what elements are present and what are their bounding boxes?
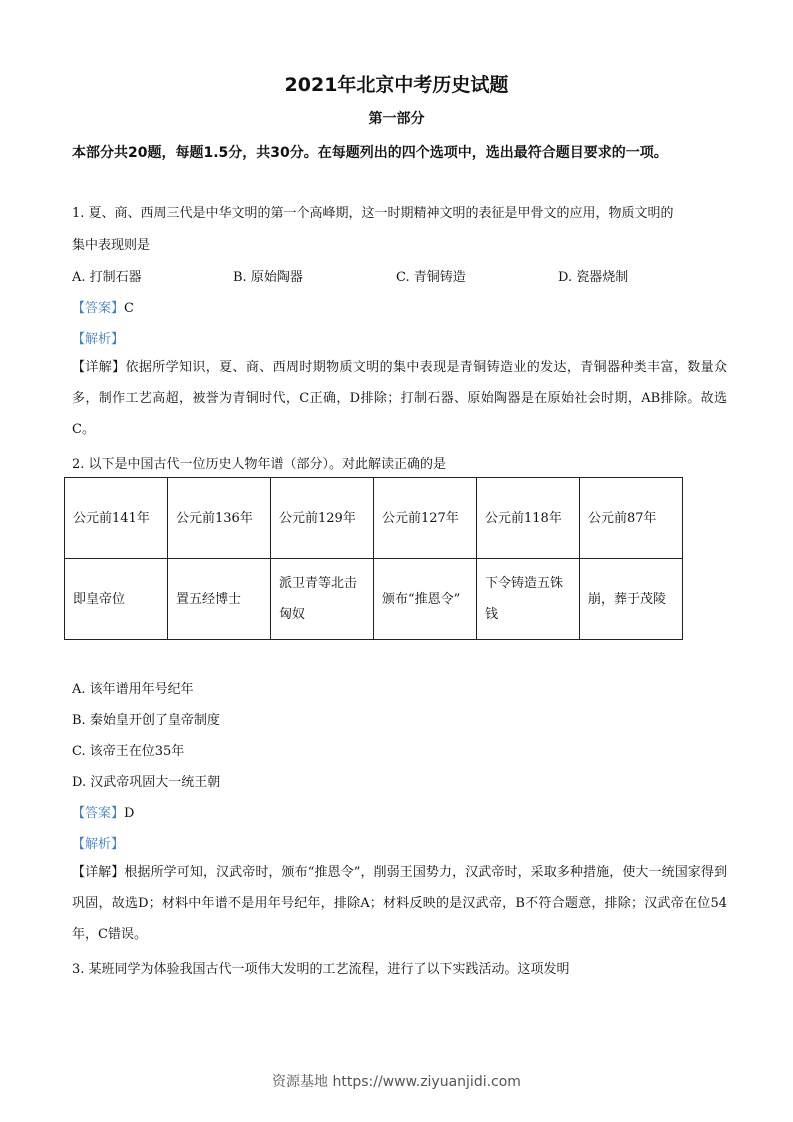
q1-analysis [72, 328, 124, 347]
footer-watermark: 资源基地 https://www.ziyuanjidi.com [272, 1074, 521, 1090]
q1-detail-text: 依据所学知识，夏、商、西周时期物质文明的集中表现是青铜铸造业的发达，青铜器种类丰富，数量众多，制作工艺高超，被誉为青铜时代，C正确，D排除；打制石器、原始陶器是在原始社会时期，AB排除。故选C。 [72, 360, 727, 437]
q1-option-a: A. 打制石器 [72, 270, 142, 285]
table-cell-event: 派卫青等北击匈奴 [271, 559, 374, 640]
q1-option-d: D. 瓷器烧制 [558, 270, 629, 285]
table-cell-year: 公元前141年 [65, 478, 168, 559]
q2-stem: 2. 以下是中国古代一位历史人物年谱（部分）。对此解读正确的是 [72, 457, 447, 472]
q2-analysis [72, 833, 124, 852]
part-instructions: 本部分共20题，每题1.5分，共30分。在每题列出的四个选项中，选出最符合题目要求的一项。 [72, 145, 668, 161]
q2-detail-text: 根据所学可知，汉武帝时，颁布“推恩令”，削弱王国势力，汉武帝时，采取多种措施，使大一统国家得到巩固，故选D；材料中年谱不是用年号纪年，排除A；材料反映的是汉武帝，B不符合题意，排除；汉武帝在位54年，C错误。 [72, 865, 727, 942]
table-cell-year: 公元前127年 [374, 478, 477, 559]
detail-tag: 【详解】 [72, 360, 126, 375]
q1-answer [72, 297, 134, 316]
table-cell-year: 公元前87年 [580, 478, 683, 559]
table-cell-event: 即皇帝位 [65, 559, 168, 640]
analysis-tag: 【解析】 [72, 332, 125, 347]
table-cell-event: 颁布“推恩令” [374, 559, 477, 640]
q1-stem-line1: 1. 夏、商、西周三代是中华文明的第一个高峰期，这一时期精神文明的表征是甲骨文的应用，物质文明的 [72, 206, 674, 221]
table-cell-year: 公元前136年 [168, 478, 271, 559]
table-cell-year: 公元前129年 [271, 478, 374, 559]
table-cell-event: 崩，葬于茂陵 [580, 559, 683, 640]
q1-stem-line2: 集中表现则是 [72, 238, 151, 253]
detail-tag: 【详解】 [72, 865, 125, 880]
q2-option-d: D. 汉武帝巩固大一统王朝 [72, 775, 221, 790]
q2-option-c: C. 该帝王在位35年 [72, 744, 185, 759]
table-cell-year: 公元前118年 [477, 478, 580, 559]
table-row-events [65, 559, 683, 640]
q3-stem: 3. 某班同学为体验我国古代一项伟大发明的工艺流程，进行了以下实践活动。这项发明 [72, 962, 570, 977]
q2-detail [72, 857, 727, 950]
q1-option-c: C. 青铜铸造 [396, 270, 466, 285]
q1-answer-value: C [124, 301, 134, 316]
q1-option-b: B. 原始陶器 [233, 270, 303, 285]
table-cell-event: 下令铸造五铢钱 [477, 559, 580, 640]
table-row-years [65, 478, 683, 559]
exam-title: 2021年北京中考历史试题 [284, 74, 509, 96]
part-heading: 第一部分 [368, 111, 425, 127]
q2-option-b: B. 秦始皇开创了皇帝制度 [72, 713, 220, 728]
q1-detail [72, 352, 727, 445]
answer-tag: 【答案】 [72, 806, 125, 821]
timeline-table [64, 477, 683, 640]
table-cell-event: 置五经博士 [168, 559, 271, 640]
analysis-tag: 【解析】 [72, 837, 125, 852]
q2-answer [72, 802, 134, 821]
q2-answer-value: D [124, 806, 135, 821]
answer-tag: 【答案】 [72, 301, 125, 316]
q2-option-a: A. 该年谱用年号纪年 [72, 682, 194, 697]
